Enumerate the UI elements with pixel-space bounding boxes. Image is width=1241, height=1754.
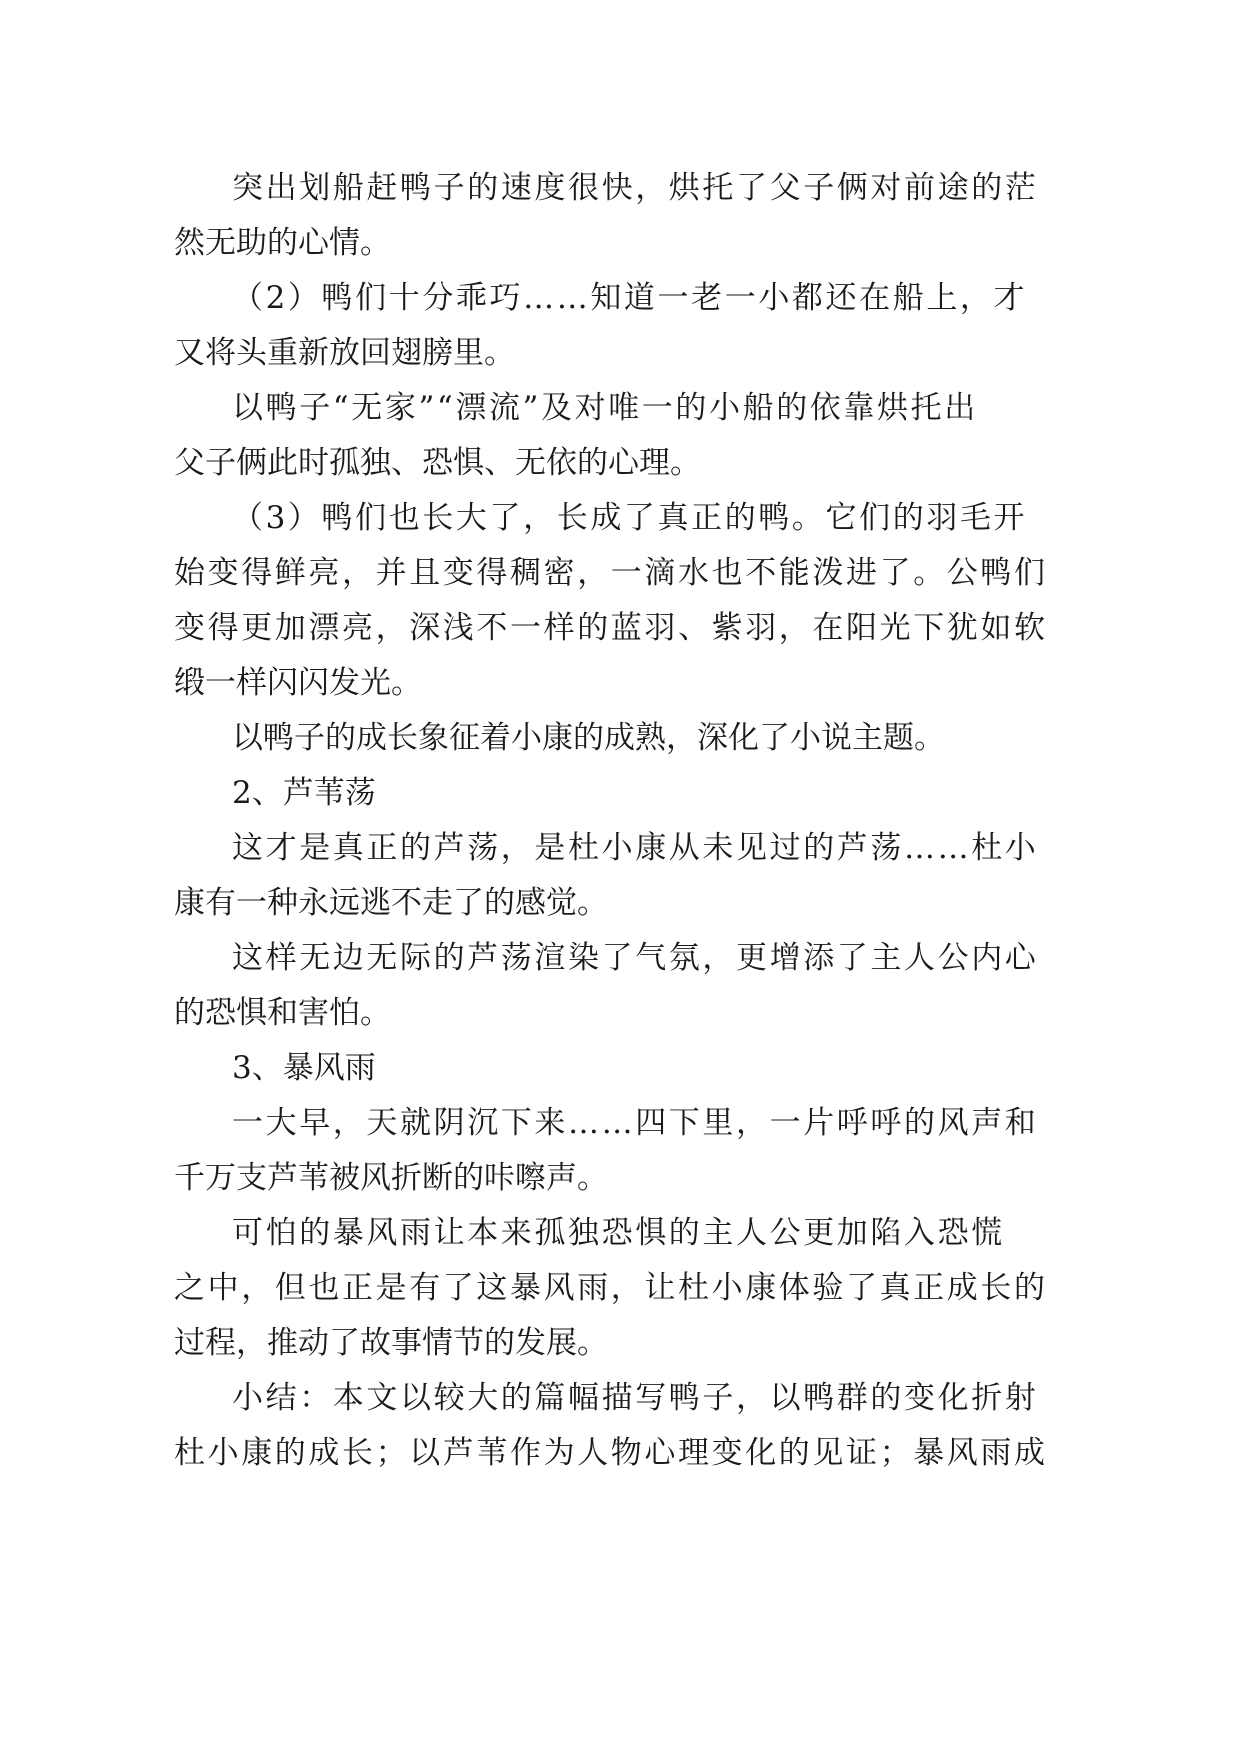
text-line: 这样无边无际的芦荡渲染了气氛，更增添了主人公内心 <box>232 940 1039 976</box>
text-line: 之中，但也正是有了这暴风雨，让杜小康体验了真正成长的 <box>174 1270 1048 1306</box>
text-line: 以鸭子的成长象征着小康的成熟，深化了小说主题。 <box>232 720 945 756</box>
text-line: 父子俩此时孤独、恐惧、无依的心理。 <box>174 445 701 481</box>
text-line: （2）鸭们十分乖巧……知道一老一小都还在船上，才 <box>232 280 1028 316</box>
text-line: 千万支芦苇被风折断的咔嚓声。 <box>174 1160 608 1196</box>
text-line: 突出划船赶鸭子的速度很快，烘托了父子俩对前途的茫 <box>232 170 1039 206</box>
text-line: 变得更加漂亮，深浅不一样的蓝羽、紫羽，在阳光下犹如软 <box>174 610 1048 646</box>
text-line: 的恐惧和害怕。 <box>174 995 391 1031</box>
text-line: 小结：本文以较大的篇幅描写鸭子，以鸭群的变化折射 <box>232 1380 1039 1416</box>
text-line: （3）鸭们也长大了，长成了真正的鸭。它们的羽毛开 <box>232 500 1028 536</box>
text-line: 康有一种永远逃不走了的感觉。 <box>174 885 608 921</box>
text-line: 以鸭子“无家”“漂流”及对唯一的小船的依靠烘托出 <box>232 390 978 426</box>
text-line: 这才是真正的芦荡，是杜小康从未见过的芦荡……杜小 <box>232 830 1039 866</box>
text-line: 缎一样闪闪发光。 <box>174 665 422 701</box>
text-line: 杜小康的成长；以芦苇作为人物心理变化的见证；暴风雨成 <box>174 1435 1048 1471</box>
text-line: 然无助的心情。 <box>174 225 391 261</box>
text-line: 始变得鲜亮，并且变得稠密，一滴水也不能泼进了。公鸭们 <box>174 555 1048 591</box>
section-heading: 3、暴风雨 <box>232 1050 376 1086</box>
text-line: 过程，推动了故事情节的发展。 <box>174 1325 608 1361</box>
text-line: 可怕的暴风雨让本来孤独恐惧的主人公更加陷入恐慌 <box>232 1215 1005 1251</box>
text-line: 又将头重新放回翅膀里。 <box>174 335 515 371</box>
section-heading: 2、芦苇荡 <box>232 775 376 811</box>
text-line: 一大早，天就阴沉下来……四下里，一片呼呼的风声和 <box>232 1105 1039 1141</box>
